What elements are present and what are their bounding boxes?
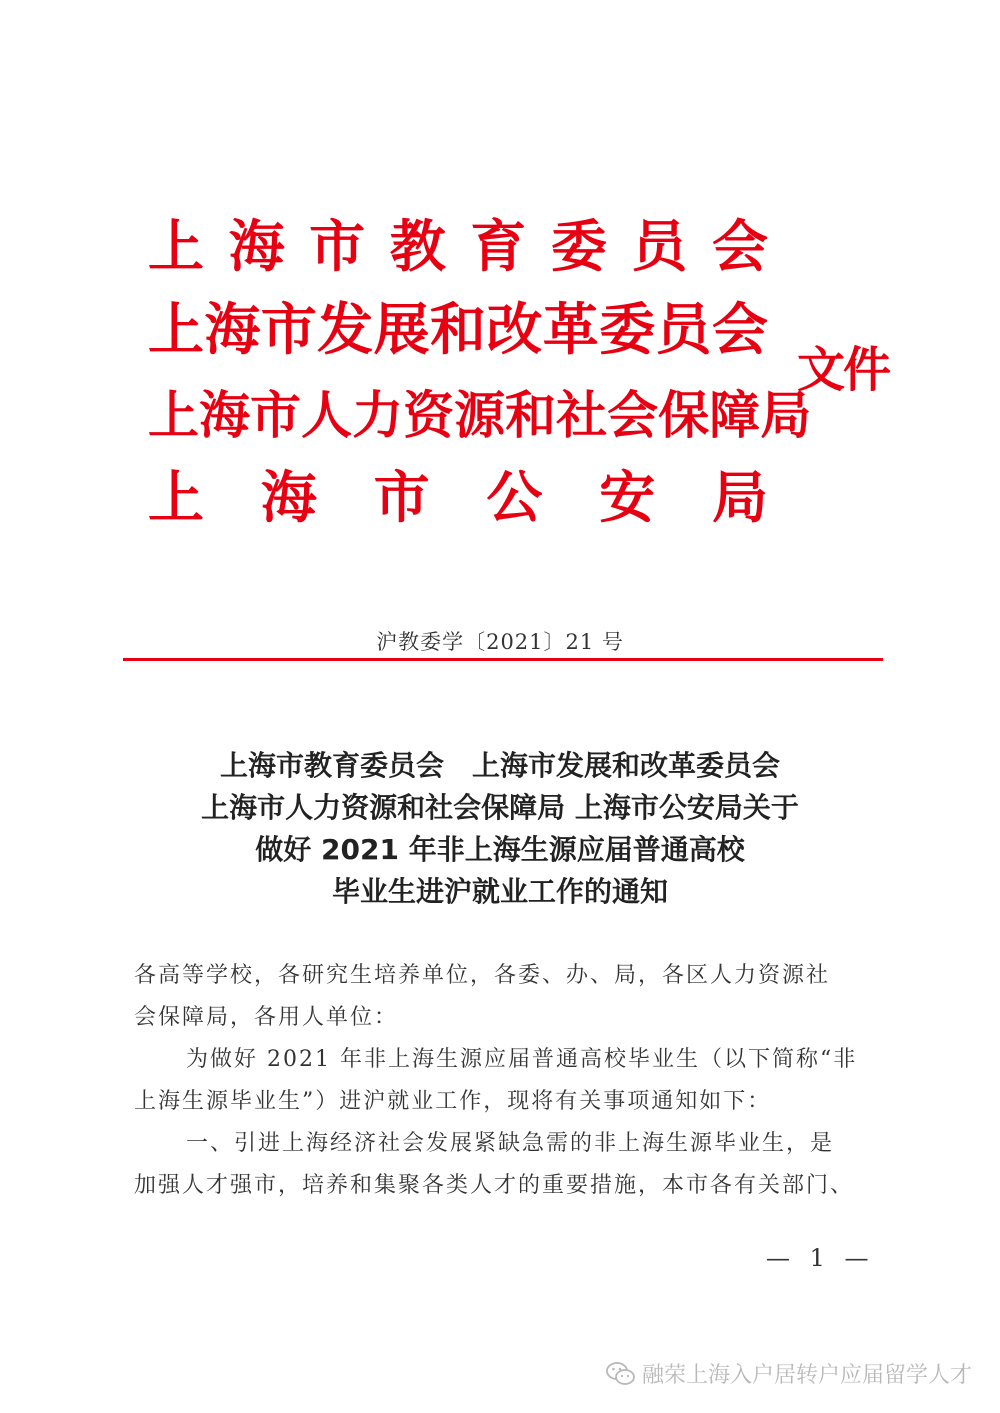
watermark-text: 融荣上海入户居转户应届留学人才: [641, 1363, 972, 1388]
org-line-development-reform-commission: 上 海 市 发 展 和 改 革 委 员 会: [148, 298, 768, 363]
red-divider-line: [123, 658, 883, 661]
title-line: 上海市人力资源和社会保障局 上海市公安局关于: [201, 791, 799, 824]
body-line: 上海生源毕业生”）进沪就业工作，现将有关事项通知如下：: [134, 1089, 772, 1114]
org-line-human-resources-bureau: 上 海 市 人 力 资 源 和 社 会 保 障 局: [148, 387, 812, 446]
red-letterhead: [0, 0, 1000, 560]
body-line: 加强人才强市，培养和集聚各类人才的重要措施，本市各有关部门、: [134, 1173, 855, 1198]
document-body: [134, 955, 874, 1207]
body-line: 为做好 2021 年非上海生源应届普通高校毕业生（以下简称“非: [186, 1047, 858, 1072]
wechat-watermark: [606, 1358, 972, 1389]
org-line-public-security-bureau: 上 海 市 公 安 局: [148, 466, 768, 531]
body-line: 各高等学校，各研究生培养单位，各委、办、局，各区人力资源社: [134, 963, 831, 988]
title-line: 做好 2021 年非上海生源应届普通高校: [255, 833, 745, 866]
document-number: 沪教委学〔2021〕21 号: [376, 630, 624, 654]
document-suffix: 文件: [797, 342, 890, 398]
title-line: 上海市教育委员会 上海市发展和改革委员会: [219, 749, 780, 782]
page-number: — 1 —: [766, 1244, 875, 1272]
document-title: [0, 745, 1000, 913]
body-line: 会保障局，各用人单位：: [134, 1005, 399, 1030]
wechat-icon: [606, 1361, 636, 1387]
org-line-education-commission: 上 海 市 教 育 委 员 会: [148, 215, 768, 280]
body-line: 一、引进上海经济社会发展紧缺急需的非上海生源毕业生，是: [186, 1131, 835, 1156]
title-line: 毕业生进沪就业工作的通知: [331, 875, 668, 908]
